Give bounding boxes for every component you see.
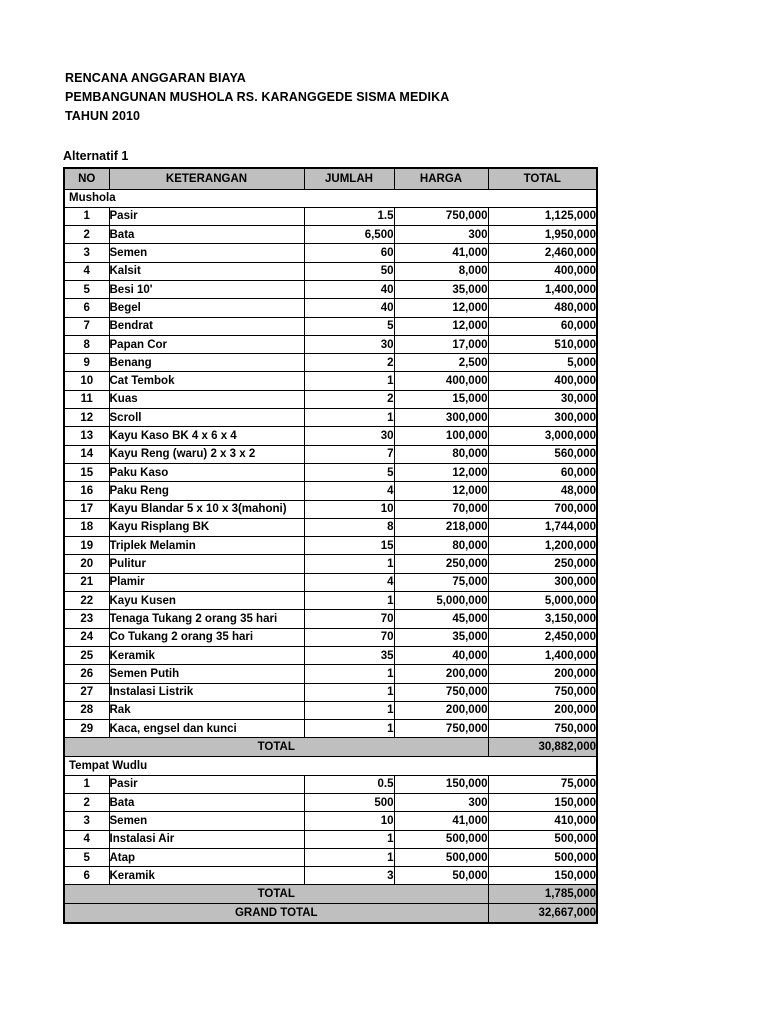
no-cell: 7 bbox=[64, 317, 109, 335]
keterangan-cell: Besi 10' bbox=[109, 280, 304, 298]
no-cell: 11 bbox=[64, 390, 109, 408]
harga-cell: 45,000 bbox=[394, 610, 488, 628]
harga-cell: 218,000 bbox=[394, 518, 488, 536]
keterangan-cell: Pasir bbox=[109, 775, 304, 793]
harga-cell: 300,000 bbox=[394, 409, 488, 427]
keterangan-cell: Kayu Blandar 5 x 10 x 3(mahoni) bbox=[109, 500, 304, 518]
item-row bbox=[64, 463, 597, 481]
item-row bbox=[64, 354, 597, 372]
no-cell: 2 bbox=[64, 794, 109, 812]
jumlah-cell: 1 bbox=[304, 665, 394, 683]
keterangan-cell: Kalsit bbox=[109, 262, 304, 280]
no-cell: 28 bbox=[64, 701, 109, 719]
jumlah-cell: 30 bbox=[304, 335, 394, 353]
section-total-value: 1,785,000 bbox=[488, 885, 597, 904]
harga-cell: 300 bbox=[394, 226, 488, 244]
harga-cell: 200,000 bbox=[394, 665, 488, 683]
total-cell: 480,000 bbox=[488, 299, 597, 317]
section-name: Mushola bbox=[64, 189, 597, 207]
item-row bbox=[64, 409, 597, 427]
no-cell: 12 bbox=[64, 409, 109, 427]
section-total-row bbox=[64, 885, 597, 904]
jumlah-cell: 30 bbox=[304, 427, 394, 445]
keterangan-cell: Instalasi Listrik bbox=[109, 683, 304, 701]
jumlah-cell: 10 bbox=[304, 500, 394, 518]
jumlah-cell: 8 bbox=[304, 518, 394, 536]
total-cell: 750,000 bbox=[488, 683, 597, 701]
item-row bbox=[64, 317, 597, 335]
total-cell: 510,000 bbox=[488, 335, 597, 353]
harga-cell: 200,000 bbox=[394, 701, 488, 719]
jumlah-cell: 1 bbox=[304, 372, 394, 390]
item-row bbox=[64, 445, 597, 463]
jumlah-cell: 1 bbox=[304, 683, 394, 701]
keterangan-cell: Semen Putih bbox=[109, 665, 304, 683]
jumlah-cell: 60 bbox=[304, 244, 394, 262]
total-cell: 75,000 bbox=[488, 775, 597, 793]
item-row bbox=[64, 610, 597, 628]
harga-cell: 40,000 bbox=[394, 646, 488, 664]
harga-cell: 400,000 bbox=[394, 372, 488, 390]
total-cell: 5,000 bbox=[488, 354, 597, 372]
keterangan-cell: Bata bbox=[109, 794, 304, 812]
item-row bbox=[64, 665, 597, 683]
no-cell: 6 bbox=[64, 867, 109, 885]
item-row bbox=[64, 592, 597, 610]
section-name: Tempat Wudlu bbox=[64, 757, 597, 775]
column-header-jumlah: JUMLAH bbox=[304, 168, 394, 189]
total-cell: 300,000 bbox=[488, 573, 597, 591]
harga-cell: 100,000 bbox=[394, 427, 488, 445]
keterangan-cell: Keramik bbox=[109, 867, 304, 885]
total-cell: 1,744,000 bbox=[488, 518, 597, 536]
jumlah-cell: 4 bbox=[304, 482, 394, 500]
harga-cell: 12,000 bbox=[394, 317, 488, 335]
no-cell: 17 bbox=[64, 500, 109, 518]
grand-total-value: 32,667,000 bbox=[488, 904, 597, 923]
keterangan-cell: Bata bbox=[109, 226, 304, 244]
keterangan-cell: Keramik bbox=[109, 646, 304, 664]
item-row bbox=[64, 244, 597, 262]
harga-cell: 2,500 bbox=[394, 354, 488, 372]
item-row bbox=[64, 555, 597, 573]
section-total-value: 30,882,000 bbox=[488, 738, 597, 757]
no-cell: 3 bbox=[64, 244, 109, 262]
no-cell: 26 bbox=[64, 665, 109, 683]
keterangan-cell: Scroll bbox=[109, 409, 304, 427]
budget-table bbox=[63, 167, 598, 924]
keterangan-cell: Co Tukang 2 orang 35 hari bbox=[109, 628, 304, 646]
section-header-row bbox=[64, 189, 597, 207]
keterangan-cell: Plamir bbox=[109, 573, 304, 591]
total-cell: 1,200,000 bbox=[488, 537, 597, 555]
no-cell: 9 bbox=[64, 354, 109, 372]
harga-cell: 50,000 bbox=[394, 867, 488, 885]
keterangan-cell: Benang bbox=[109, 354, 304, 372]
keterangan-cell: Rak bbox=[109, 701, 304, 719]
no-cell: 27 bbox=[64, 683, 109, 701]
total-cell: 700,000 bbox=[488, 500, 597, 518]
total-cell: 3,150,000 bbox=[488, 610, 597, 628]
keterangan-cell: Kaca, engsel dan kunci bbox=[109, 720, 304, 738]
keterangan-cell: Bendrat bbox=[109, 317, 304, 335]
no-cell: 16 bbox=[64, 482, 109, 500]
no-cell: 13 bbox=[64, 427, 109, 445]
jumlah-cell: 4 bbox=[304, 573, 394, 591]
section-header-row bbox=[64, 757, 597, 775]
harga-cell: 41,000 bbox=[394, 244, 488, 262]
harga-cell: 500,000 bbox=[394, 848, 488, 866]
harga-cell: 41,000 bbox=[394, 812, 488, 830]
table-header-row bbox=[64, 168, 597, 189]
no-cell: 20 bbox=[64, 555, 109, 573]
alternative-label: Alternatif 1 bbox=[63, 149, 129, 163]
harga-cell: 12,000 bbox=[394, 482, 488, 500]
total-cell: 300,000 bbox=[488, 409, 597, 427]
column-header-total: TOTAL bbox=[488, 168, 597, 189]
total-cell: 2,460,000 bbox=[488, 244, 597, 262]
keterangan-cell: Atap bbox=[109, 848, 304, 866]
keterangan-cell: Begel bbox=[109, 299, 304, 317]
harga-cell: 15,000 bbox=[394, 390, 488, 408]
keterangan-cell: Kayu Kusen bbox=[109, 592, 304, 610]
item-row bbox=[64, 518, 597, 536]
total-cell: 1,125,000 bbox=[488, 207, 597, 225]
total-cell: 2,450,000 bbox=[488, 628, 597, 646]
harga-cell: 750,000 bbox=[394, 720, 488, 738]
keterangan-cell: Kayu Kaso BK 4 x 6 x 4 bbox=[109, 427, 304, 445]
harga-cell: 17,000 bbox=[394, 335, 488, 353]
no-cell: 18 bbox=[64, 518, 109, 536]
no-cell: 1 bbox=[64, 207, 109, 225]
item-row bbox=[64, 830, 597, 848]
item-row bbox=[64, 482, 597, 500]
item-row bbox=[64, 683, 597, 701]
no-cell: 2 bbox=[64, 226, 109, 244]
harga-cell: 8,000 bbox=[394, 262, 488, 280]
keterangan-cell: Kayu Risplang BK bbox=[109, 518, 304, 536]
total-cell: 150,000 bbox=[488, 794, 597, 812]
item-row bbox=[64, 537, 597, 555]
keterangan-cell: Semen bbox=[109, 244, 304, 262]
jumlah-cell: 6,500 bbox=[304, 226, 394, 244]
total-cell: 250,000 bbox=[488, 555, 597, 573]
jumlah-cell: 40 bbox=[304, 280, 394, 298]
no-cell: 21 bbox=[64, 573, 109, 591]
harga-cell: 250,000 bbox=[394, 555, 488, 573]
total-cell: 750,000 bbox=[488, 720, 597, 738]
jumlah-cell: 3 bbox=[304, 867, 394, 885]
item-row bbox=[64, 794, 597, 812]
jumlah-cell: 5 bbox=[304, 463, 394, 481]
no-cell: 19 bbox=[64, 537, 109, 555]
total-cell: 48,000 bbox=[488, 482, 597, 500]
jumlah-cell: 1 bbox=[304, 409, 394, 427]
jumlah-cell: 50 bbox=[304, 262, 394, 280]
item-row bbox=[64, 335, 597, 353]
jumlah-cell: 5 bbox=[304, 317, 394, 335]
total-cell: 60,000 bbox=[488, 317, 597, 335]
item-row bbox=[64, 207, 597, 225]
jumlah-cell: 1 bbox=[304, 720, 394, 738]
section-total-label: TOTAL bbox=[64, 738, 488, 757]
total-cell: 400,000 bbox=[488, 372, 597, 390]
no-cell: 24 bbox=[64, 628, 109, 646]
item-row bbox=[64, 720, 597, 738]
keterangan-cell: Paku Kaso bbox=[109, 463, 304, 481]
keterangan-cell: Papan Cor bbox=[109, 335, 304, 353]
keterangan-cell: Pulitur bbox=[109, 555, 304, 573]
jumlah-cell: 1 bbox=[304, 830, 394, 848]
harga-cell: 12,000 bbox=[394, 299, 488, 317]
no-cell: 29 bbox=[64, 720, 109, 738]
total-cell: 560,000 bbox=[488, 445, 597, 463]
item-row bbox=[64, 372, 597, 390]
no-cell: 8 bbox=[64, 335, 109, 353]
jumlah-cell: 35 bbox=[304, 646, 394, 664]
keterangan-cell: Instalasi Air bbox=[109, 830, 304, 848]
no-cell: 3 bbox=[64, 812, 109, 830]
total-cell: 1,950,000 bbox=[488, 226, 597, 244]
total-cell: 1,400,000 bbox=[488, 280, 597, 298]
harga-cell: 80,000 bbox=[394, 445, 488, 463]
no-cell: 4 bbox=[64, 262, 109, 280]
total-cell: 30,000 bbox=[488, 390, 597, 408]
harga-cell: 12,000 bbox=[394, 463, 488, 481]
item-row bbox=[64, 573, 597, 591]
jumlah-cell: 15 bbox=[304, 537, 394, 555]
jumlah-cell: 1 bbox=[304, 592, 394, 610]
jumlah-cell: 40 bbox=[304, 299, 394, 317]
keterangan-cell: Kayu Reng (waru) 2 x 3 x 2 bbox=[109, 445, 304, 463]
harga-cell: 35,000 bbox=[394, 628, 488, 646]
item-row bbox=[64, 812, 597, 830]
item-row bbox=[64, 280, 597, 298]
item-row bbox=[64, 701, 597, 719]
section-total-row bbox=[64, 738, 597, 757]
harga-cell: 750,000 bbox=[394, 207, 488, 225]
item-row bbox=[64, 867, 597, 885]
harga-cell: 80,000 bbox=[394, 537, 488, 555]
total-cell: 200,000 bbox=[488, 665, 597, 683]
item-row bbox=[64, 226, 597, 244]
total-cell: 500,000 bbox=[488, 830, 597, 848]
title-line-3: TAHUN 2010 bbox=[65, 109, 141, 123]
jumlah-cell: 7 bbox=[304, 445, 394, 463]
jumlah-cell: 1 bbox=[304, 848, 394, 866]
jumlah-cell: 1 bbox=[304, 555, 394, 573]
harga-cell: 5,000,000 bbox=[394, 592, 488, 610]
total-cell: 60,000 bbox=[488, 463, 597, 481]
jumlah-cell: 2 bbox=[304, 390, 394, 408]
no-cell: 6 bbox=[64, 299, 109, 317]
total-cell: 410,000 bbox=[488, 812, 597, 830]
keterangan-cell: Semen bbox=[109, 812, 304, 830]
item-row bbox=[64, 390, 597, 408]
harga-cell: 500,000 bbox=[394, 830, 488, 848]
harga-cell: 75,000 bbox=[394, 573, 488, 591]
keterangan-cell: Kuas bbox=[109, 390, 304, 408]
item-row bbox=[64, 775, 597, 793]
harga-cell: 35,000 bbox=[394, 280, 488, 298]
keterangan-cell: Tenaga Tukang 2 orang 35 hari bbox=[109, 610, 304, 628]
keterangan-cell: Triplek Melamin bbox=[109, 537, 304, 555]
jumlah-cell: 70 bbox=[304, 610, 394, 628]
jumlah-cell: 500 bbox=[304, 794, 394, 812]
item-row bbox=[64, 848, 597, 866]
jumlah-cell: 1.5 bbox=[304, 207, 394, 225]
jumlah-cell: 0.5 bbox=[304, 775, 394, 793]
jumlah-cell: 10 bbox=[304, 812, 394, 830]
item-row bbox=[64, 262, 597, 280]
total-cell: 400,000 bbox=[488, 262, 597, 280]
column-header-no: NO bbox=[64, 168, 109, 189]
total-cell: 500,000 bbox=[488, 848, 597, 866]
no-cell: 22 bbox=[64, 592, 109, 610]
harga-cell: 70,000 bbox=[394, 500, 488, 518]
jumlah-cell: 1 bbox=[304, 701, 394, 719]
keterangan-cell: Cat Tembok bbox=[109, 372, 304, 390]
no-cell: 4 bbox=[64, 830, 109, 848]
item-row bbox=[64, 500, 597, 518]
jumlah-cell: 70 bbox=[304, 628, 394, 646]
grand-total-label: GRAND TOTAL bbox=[64, 904, 488, 923]
no-cell: 5 bbox=[64, 848, 109, 866]
item-row bbox=[64, 646, 597, 664]
total-cell: 200,000 bbox=[488, 701, 597, 719]
keterangan-cell: Paku Reng bbox=[109, 482, 304, 500]
no-cell: 25 bbox=[64, 646, 109, 664]
harga-cell: 150,000 bbox=[394, 775, 488, 793]
no-cell: 23 bbox=[64, 610, 109, 628]
harga-cell: 750,000 bbox=[394, 683, 488, 701]
harga-cell: 300 bbox=[394, 794, 488, 812]
document-title bbox=[65, 69, 768, 126]
no-cell: 10 bbox=[64, 372, 109, 390]
total-cell: 1,400,000 bbox=[488, 646, 597, 664]
item-row bbox=[64, 427, 597, 445]
jumlah-cell: 2 bbox=[304, 354, 394, 372]
column-header-harga: HARGA bbox=[394, 168, 488, 189]
no-cell: 14 bbox=[64, 445, 109, 463]
item-row bbox=[64, 628, 597, 646]
no-cell: 5 bbox=[64, 280, 109, 298]
keterangan-cell: Pasir bbox=[109, 207, 304, 225]
section-total-label: TOTAL bbox=[64, 885, 488, 904]
no-cell: 15 bbox=[64, 463, 109, 481]
title-line-2: PEMBANGUNAN MUSHOLA RS. KARANGGEDE SISMA MEDIKA bbox=[65, 90, 450, 104]
title-line-1: RENCANA ANGGARAN BIAYA bbox=[65, 71, 246, 85]
no-cell: 1 bbox=[64, 775, 109, 793]
grand-total-row bbox=[64, 904, 597, 923]
total-cell: 150,000 bbox=[488, 867, 597, 885]
total-cell: 5,000,000 bbox=[488, 592, 597, 610]
item-row bbox=[64, 299, 597, 317]
column-header-keterangan: KETERANGAN bbox=[109, 168, 304, 189]
total-cell: 3,000,000 bbox=[488, 427, 597, 445]
